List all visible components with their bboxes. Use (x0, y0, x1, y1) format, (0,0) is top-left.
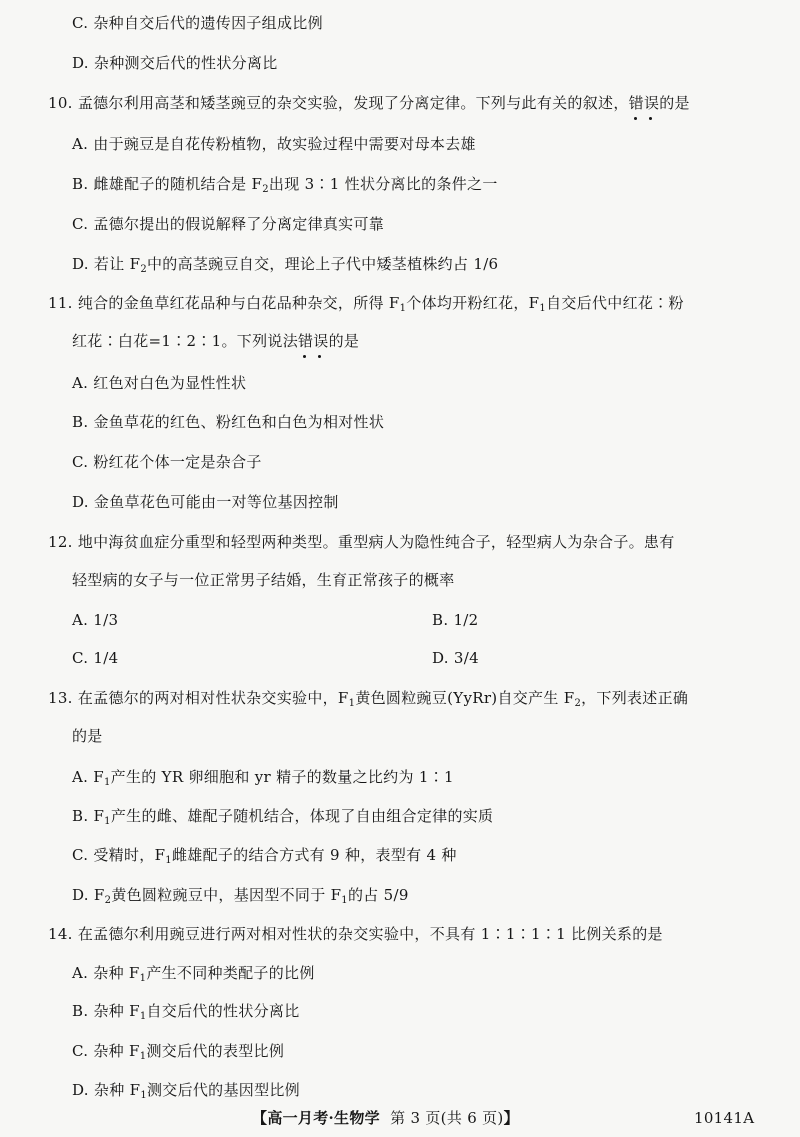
question-12-stem-line2: 轻型病的女子与一位正常男子结婚，生育正常孩子的概率 (72, 571, 455, 589)
option-10a: A. 由于豌豆是自花传粉植物，故实验过程中需要对母本去雄 (72, 135, 476, 153)
option-13d: D. $F_2$黄色圆粒豌豆中，基因型不同于 $F_1$的占 5/9 (72, 886, 409, 906)
option-12c: C. 1/4 (72, 649, 119, 667)
question-14-stem: 14. 在孟德尔利用豌豆进行两对相对性状的杂交实验中，不具有 1∶1∶1∶1 比例关系的是 (48, 925, 663, 943)
option-10b: B. 雌雄配子的随机结合是 $F_2$出现 3∶1 性状分离比的条件之一 (72, 175, 498, 195)
option-12a: A. 1/3 (72, 611, 119, 629)
question-13-stem-line1: 13. 在孟德尔的两对相对性状杂交实验中，$F_1$黄色圆粒豌豆(YyRr)自交产生 $F_2$，下列表述正确 (48, 689, 689, 709)
option-13b: B. $F_1$产生的雌、雄配子随机结合，体现了自由组合定律的实质 (72, 807, 494, 827)
emphasis-wrong: 错误 (629, 92, 660, 114)
question-12-stem-line1: 12. 地中海贫血症分重型和轻型两种类型。重型病人为隐性纯合子，轻型病人为杂合子。患有 (48, 533, 675, 551)
option-12b: B. 1/2 (432, 611, 479, 629)
option-13a: A. $F_1$产生的 YR 卵细胞和 yr 精子的数量之比约为 1∶1 (72, 768, 454, 788)
option-14b: B. 杂种 $F_1$自交后代的性状分离比 (72, 1002, 300, 1022)
option-14d: D. 杂种 $F_1$测交后代的基因型比例 (72, 1081, 300, 1101)
option-11c: C. 粉红花个体一定是杂合子 (72, 453, 262, 471)
option-10d: D. 若让 $F_2$中的高茎豌豆自交，理论上子代中矮茎植株约占 1/6 (72, 255, 499, 275)
option-14a: A. 杂种 $F_1$产生不同种类配子的比例 (72, 964, 315, 984)
exam-code: 10141A (694, 1109, 755, 1127)
option-9c: C. 杂种自交后代的遗传因子组成比例 (72, 14, 323, 32)
question-11-stem-line1: 11. 纯合的金鱼草红花品种与白花品种杂交，所得 $F_1$个体均开粉红花，$F_1$自交后代中红花∶粉 (48, 294, 684, 314)
option-9d: D. 杂种测交后代的性状分离比 (72, 54, 278, 72)
question-10-stem: 10. 孟德尔利用高茎和矮茎豌豆的杂交实验，发现了分离定律。下列与此有关的叙述，错误 的是 (48, 92, 690, 114)
emphasis-wrong: 错误 (298, 330, 329, 352)
page-footer: 【高一月考·生物学 第 3 页(共 6 页)】 (252, 1109, 519, 1127)
page-number: 第 3 页(共 6 页) (390, 1109, 504, 1127)
option-14c: C. 杂种 $F_1$测交后代的表型比例 (72, 1042, 285, 1062)
option-12d: D. 3/4 (432, 649, 479, 667)
option-13c: C. 受精时，$F_1$雌雄配子的结合方式有 9 种，表型有 4 种 (72, 846, 457, 866)
option-10c: C. 孟德尔提出的假说解释了分离定律真实可靠 (72, 215, 385, 233)
option-11b: B. 金鱼草花的红色、粉红色和白色为相对性状 (72, 413, 385, 431)
option-11d: D. 金鱼草花色可能由一对等位基因控制 (72, 493, 339, 511)
question-11-stem-line2: 红花∶白花=1∶2∶1。下列说法错误 的是 (72, 330, 359, 352)
question-13-stem-line2: 的是 (72, 727, 103, 745)
option-11a: A. 红色对白色为显性性状 (72, 374, 247, 392)
